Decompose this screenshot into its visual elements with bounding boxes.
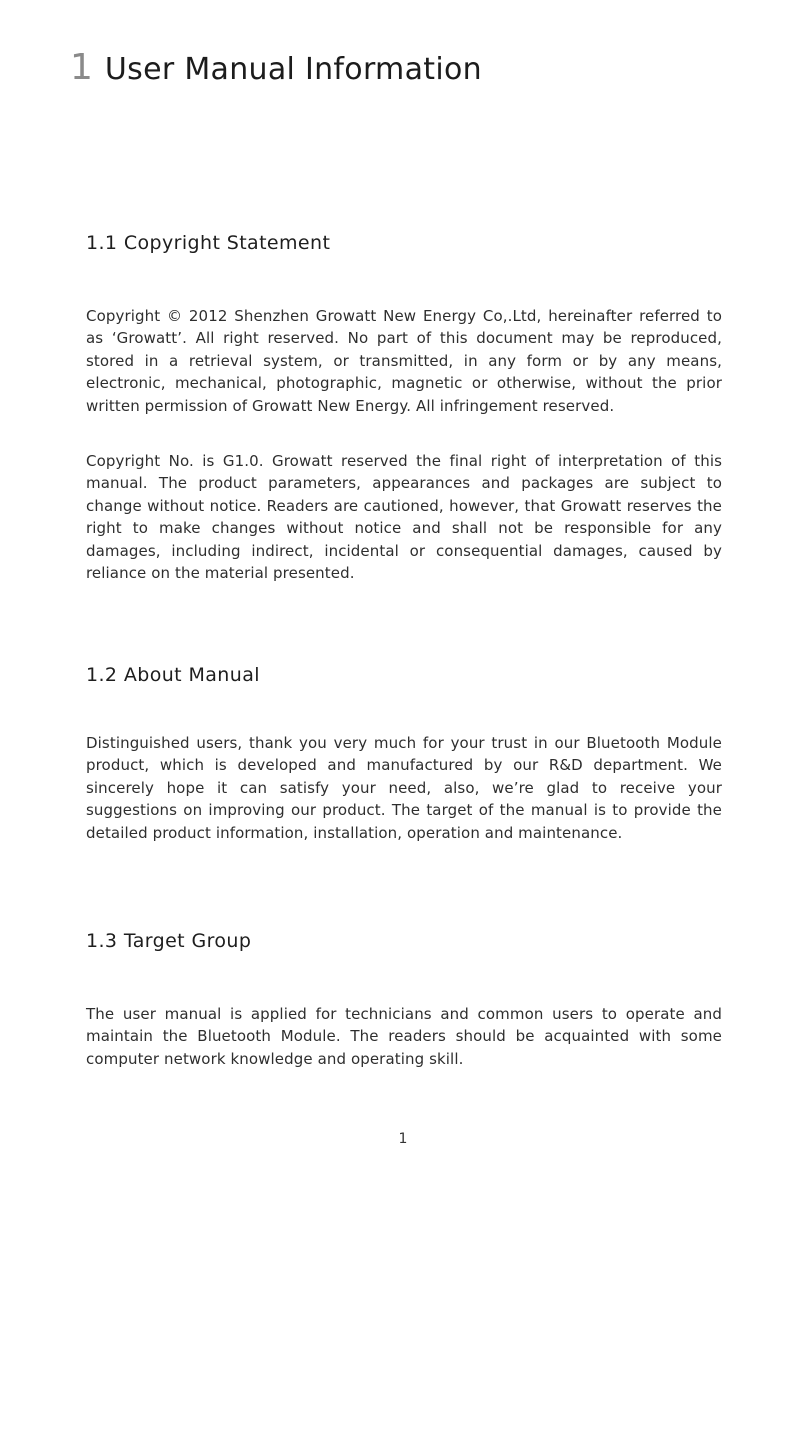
chapter-number: 1 <box>70 47 93 88</box>
section-heading-target-group: 1.3 Target Group <box>86 930 252 952</box>
page-number: 1 <box>398 1131 408 1147</box>
target-group-paragraph: The user manual is applied for technicians and common users to operate and maintain the Bluetooth Module. The readers should be acquainted with some computer network knowledge and operating skill. <box>86 1005 722 1068</box>
chapter-title: User Manual Information <box>104 52 482 87</box>
section-heading-about-manual: 1.2 About Manual <box>86 664 260 686</box>
section-heading-copyright: 1.1 Copyright Statement <box>86 232 331 254</box>
chapter-heading <box>70 47 482 100</box>
copyright-paragraph-2: Copyright No. is G1.0. Growatt reserved the final right of interpretation of this manual. The product parameters, appearances and packages are subject to change without notice. Readers are cautioned, however, that Growatt reserves the right to make changes without notice and shall not be responsible for any damages, including indirect, incidental or consequential damages, caused by reliance on the material presented. <box>86 452 722 583</box>
about-manual-paragraph: Distinguished users, thank you very much for your trust in our Bluetooth Module product, which is developed and manufactured by our R&D department. We sincerely hope it can satisfy your need, also, we’re glad to receive your suggestions on improving our product. The target of the manual is to provide the detailed product information, installation, operation and maintenance. <box>86 734 722 842</box>
copyright-paragraph-1: Copyright © 2012 Shenzhen Growatt New Energy Co,.Ltd, hereinafter referred to as ‘Growatt’. All right reserved. No part of this document may be reproduced, stored in a retrieval system, or transmitted, in any form or by any means, electronic, mechanical, photographic, magnetic or otherwise, without the prior written permission of Growatt New Energy. All infringement reserved. <box>86 307 722 415</box>
